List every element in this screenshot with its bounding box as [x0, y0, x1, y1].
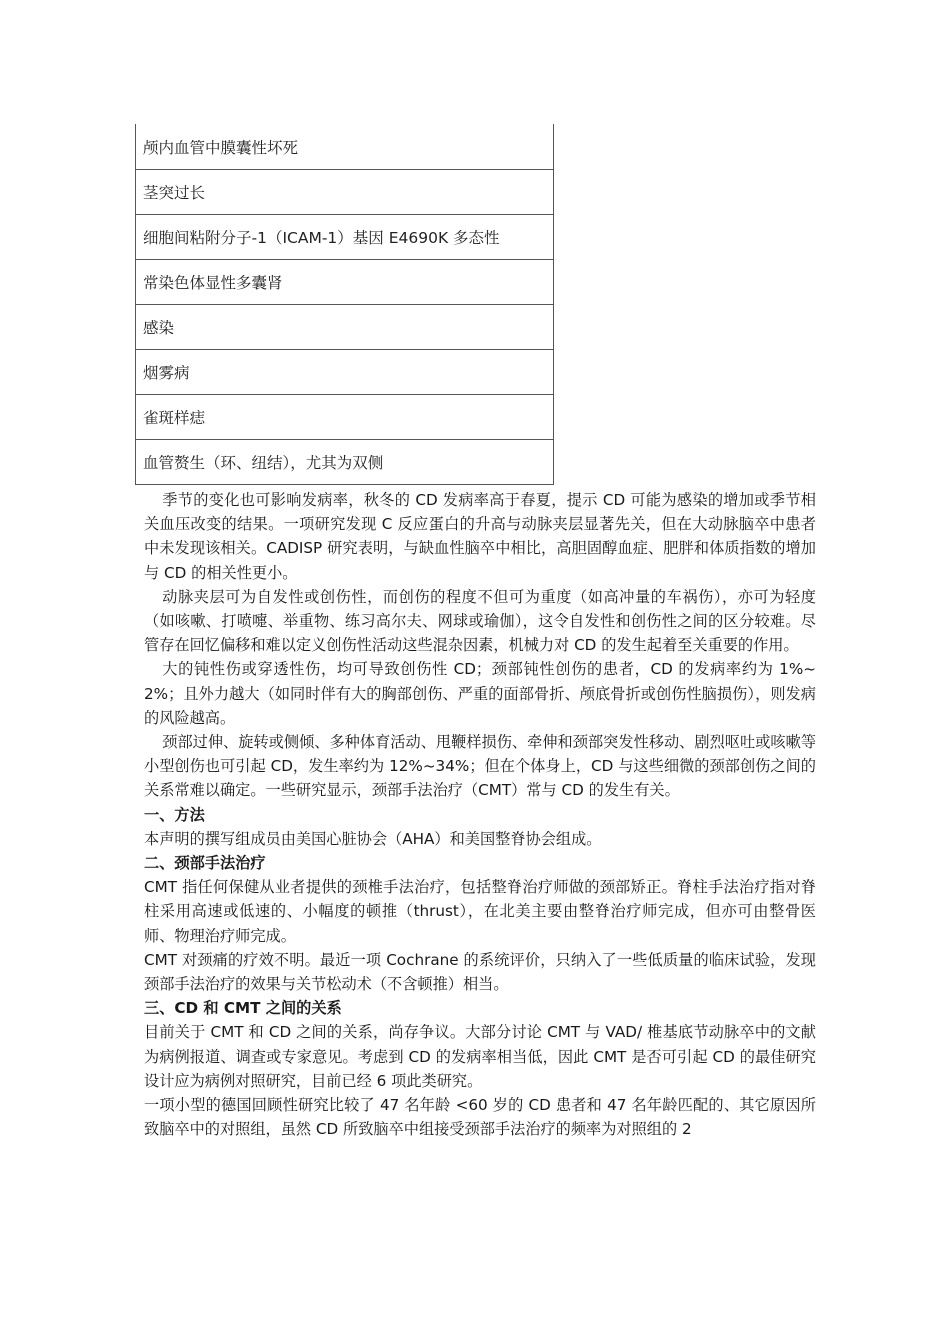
paragraph-cmt-definition: CMT 指任何保健从业者提供的颈椎手法治疗，包括整脊治疗师做的颈部矫正。脊柱手法治疗指对脊柱采用高速或低速的、小幅度的顿推（thrust），在北美主要由整脊治疗师完成，但亦可由整骨医师、物理治疗师完成。 — [144, 878, 816, 945]
table-cell: 细胞间粘附分子-1（ICAM-1）基因 E4690K 多态性 — [143, 229, 500, 247]
paragraph-season: 季节的变化也可影响发病率，秋冬的 CD 发病率高于春夏，提示 CD 可能为感染的增加或季节相关血压改变的结果。一项研究发现 C 反应蛋白的升高与动脉夹层显著先关，但在大动脉脑卒中患者中未发现该相关。CADISP 研究表明，与缺血性脑卒中相比，高胆固醇血症、肥胖和体质指数的增加与 CD 的相关性更小。 — [144, 491, 816, 582]
paragraph-relationship: 目前关于 CMT 和 CD 之间的关系，尚存争议。大部分讨论 CMT 与 VAD/ 椎基底节动脉卒中的文献为病例报道、调查或专家意见。考虑到 CD 的发病率相当低，因此 CMT 是否可引起 CD 的最佳研究设计应为病例对照研究，目前已经 6 项此类研究。 — [144, 1023, 816, 1090]
table-cell: 茎突过长 — [143, 184, 206, 202]
paragraph-methods: 本声明的撰写组成员由美国心脏协会（AHA）和美国整脊协会组成。 — [144, 829, 602, 848]
table-row — [136, 439, 553, 484]
table-row — [136, 394, 553, 439]
table-cell: 烟雾病 — [143, 364, 190, 382]
section-heading-relationship: 三、CD 和 CMT 之间的关系 — [144, 999, 342, 1018]
paragraph-cmt-efficacy: CMT 对颈痛的疗效不明。最近一项 Cochrane 的系统评价，只纳入了一些低质量的临床试验，发现颈部手法治疗的效果与关节松动术（不含顿推）相当。 — [144, 950, 816, 994]
table-cell: 血管赘生（环、纽结），尤其为双侧 — [143, 454, 384, 472]
table-row — [136, 214, 553, 259]
section-heading-methods: 一、方法 — [144, 805, 205, 824]
table-row — [136, 259, 553, 304]
paragraph-minor-trauma: 颈部过伸、旋转或侧倾、多种体育活动、甩鞭样损伤、牵伸和颈部突发性移动、剧烈呕吐或咳嗽等小型创伤也可引起 CD，发生率约为 12%~34%；但在个体身上，CD 与这些细微的颈部创伤之间的关系常难以确定。一些研究显示，颈部手法治疗（CMT）常与 CD 的发生有关。 — [144, 733, 816, 800]
table-cell: 常染色体显性多囊肾 — [143, 274, 283, 292]
article-body — [144, 488, 816, 1141]
conditions-table — [135, 124, 554, 485]
table-row — [136, 124, 553, 169]
paragraph-dissection-trauma: 动脉夹层可为自发性或创伤性，而创伤的程度不但可为重度（如高冲量的车祸伤），亦可为轻度（如咳嗽、打喷嚏、举重物、练习高尔夫、网球或瑜伽），这令自发性和创伤性之间的区分较难。尽管存在回忆偏移和难以定义创伤性活动这些混杂因素，机械力对 CD 的发生起着至关重要的作用。 — [144, 587, 816, 655]
paragraph-blunt-injury: 大的钝性伤或穿透性伤，均可导致创伤性 CD；颈部钝性创伤的患者，CD 的发病率约为 1%~2%；且外力越大（如同时伴有大的胸部创伤、严重的面部骨折、颅底骨折或创伤性脑损伤），则发病的风险越高。 — [144, 660, 816, 727]
section-heading-cmt: 二、颈部手法治疗 — [144, 854, 266, 873]
table-cell: 感染 — [143, 319, 175, 337]
table-row — [136, 169, 553, 214]
table-cell: 颅内血管中膜囊性坏死 — [143, 138, 299, 157]
table-row — [136, 349, 553, 394]
paragraph-german-study: 一项小型的德国回顾性研究比较了 47 名年龄 <60 岁的 CD 患者和 47 名年龄匹配的、其它原因所致脑卒中的对照组，虽然 CD 所致脑卒中组接受颈部手法治疗的频率为对照组的 2 — [144, 1096, 816, 1139]
table-row — [136, 304, 553, 349]
table-cell: 雀斑样痣 — [143, 409, 206, 427]
